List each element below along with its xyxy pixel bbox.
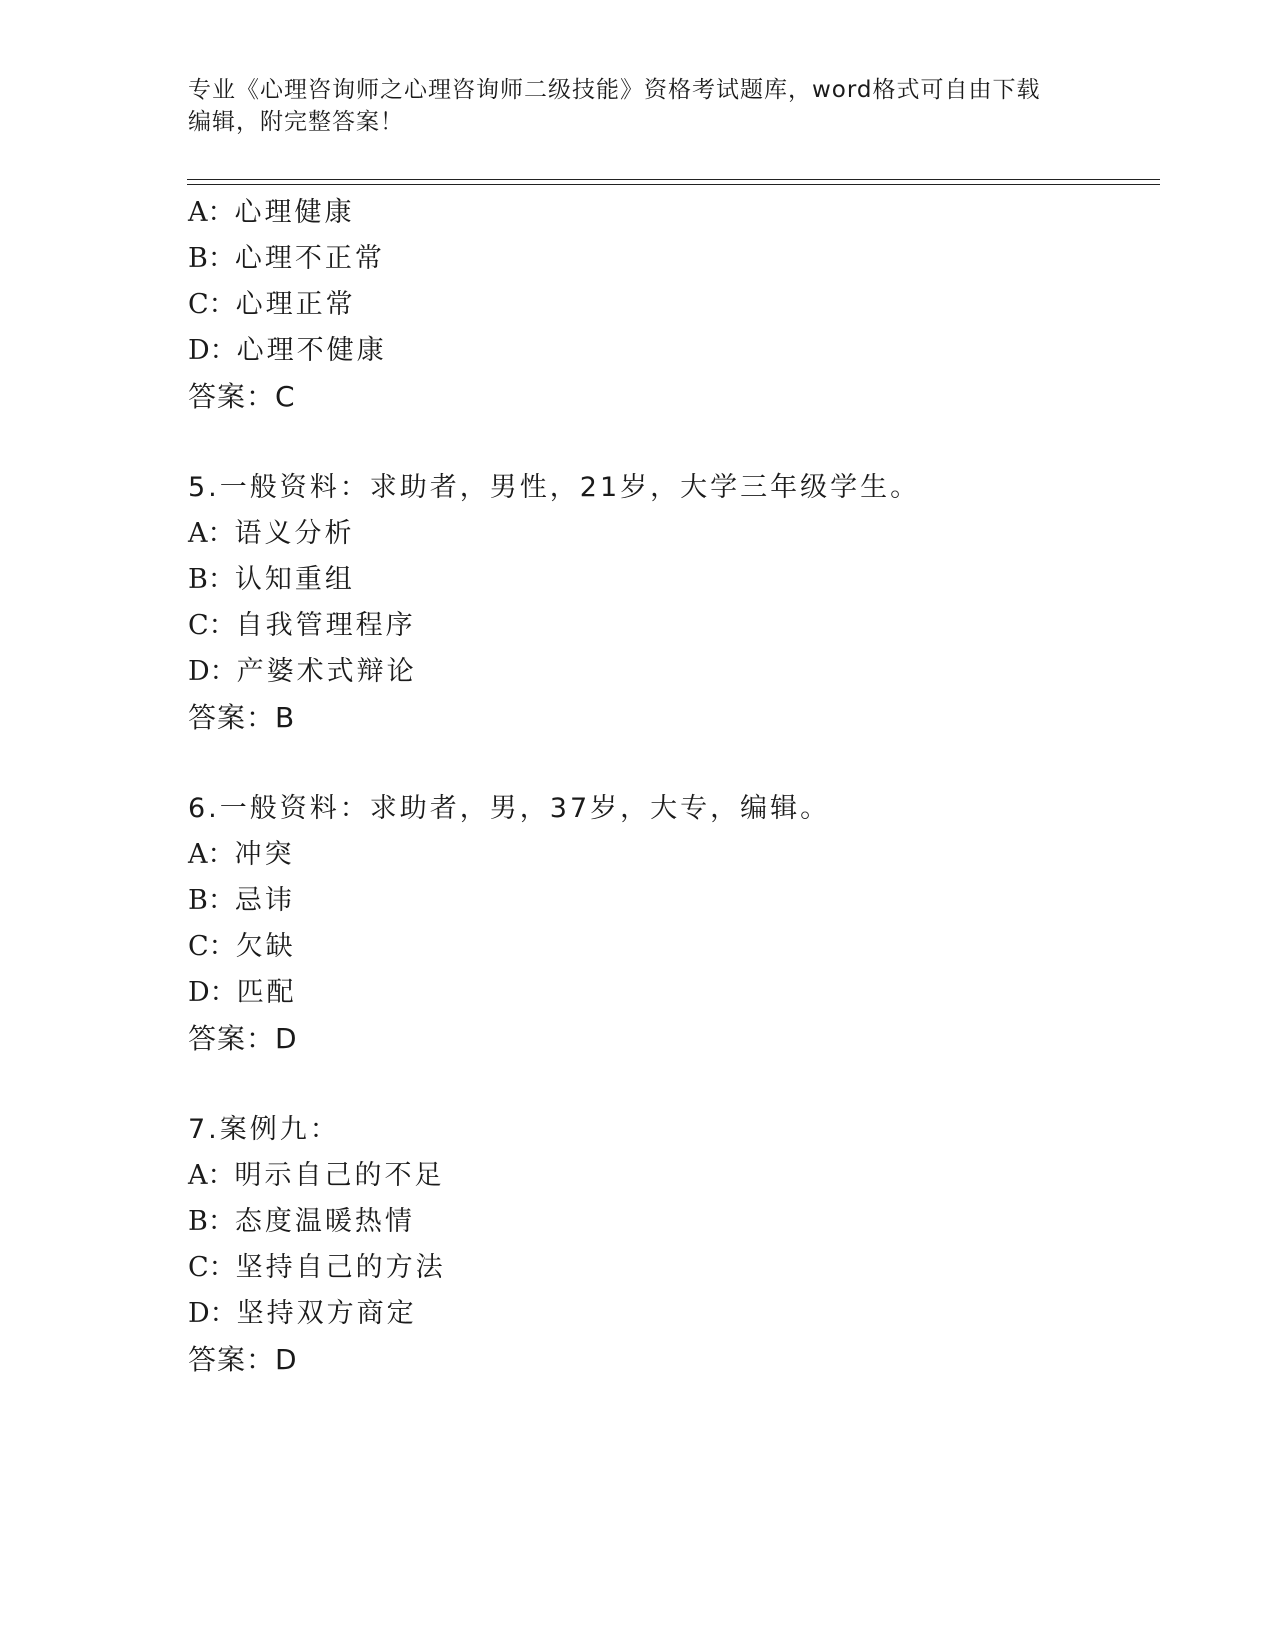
option-text: 坚持自己的方法 [235,1252,446,1283]
option-text: 心理不健康 [236,335,387,366]
option-a [188,1153,1148,1199]
question-list [188,190,1148,1383]
option-text: 心理正常 [235,289,356,320]
option-text: 忌讳 [234,885,295,916]
option-b [188,878,1148,924]
option-label: D： [188,1298,237,1329]
option-d [188,328,1148,374]
option-text: 态度温暖热情 [234,1206,415,1237]
option-a [188,511,1148,557]
option-c [188,282,1148,328]
header-divider-bottom [187,184,1160,185]
option-label: C： [188,289,236,320]
option-text: 自我管理程序 [235,610,416,641]
option-text: 欠缺 [235,931,296,962]
question-6 [188,786,1148,1062]
option-text: 心理不正常 [234,243,385,274]
header-line-2: 编辑，附完整答案！ [188,109,404,135]
answer-line [188,374,1148,420]
option-b [188,236,1148,282]
option-label: B： [188,885,235,916]
option-text: 冲突 [234,839,295,870]
question-stem: 6.一般资料：求助者，男，37岁，大专，编辑。 [188,793,831,824]
option-text: 产婆术式辩论 [236,656,417,687]
header-line-1: 专业《心理咨询师之心理咨询师二级技能》资格考试题库，word格式可自由下载 [188,77,1041,103]
option-a [188,832,1148,878]
option-a [188,190,1148,236]
option-label: C： [188,1252,236,1283]
option-d [188,649,1148,695]
answer-line [188,695,1148,741]
option-label: D： [188,335,237,366]
option-text: 语义分析 [234,518,355,549]
answer-line [188,1337,1148,1383]
header-divider-top [187,179,1160,180]
answer-value: B [275,701,296,734]
option-label: A： [188,197,235,228]
option-text: 明示自己的不足 [234,1160,445,1191]
answer-value: C [275,380,296,413]
option-c [188,1245,1148,1291]
option-b [188,557,1148,603]
option-d [188,970,1148,1016]
answer-value: D [275,1022,298,1055]
option-label: D： [188,656,237,687]
option-label: A： [188,839,235,870]
option-label: D： [188,977,237,1008]
answer-value: D [275,1343,298,1376]
option-label: C： [188,931,236,962]
answer-line [188,1016,1148,1062]
question-4 [188,190,1148,420]
answer-label: 答案： [188,380,276,413]
option-text: 坚持双方商定 [236,1298,417,1329]
option-label: A： [188,518,235,549]
option-b [188,1199,1148,1245]
answer-label: 答案： [188,1022,276,1055]
document-header [188,74,1088,138]
option-label: C： [188,610,236,641]
option-label: A： [188,1160,235,1191]
answer-label: 答案： [188,1343,276,1376]
option-d [188,1291,1148,1337]
option-text: 认知重组 [234,564,355,595]
option-c [188,924,1148,970]
option-text: 心理健康 [234,197,355,228]
question-5 [188,465,1148,741]
question-stem: 5.一般资料：求助者，男性，21岁，大学三年级学生。 [188,472,921,503]
answer-label: 答案： [188,701,276,734]
option-text: 匹配 [236,977,297,1008]
option-label: B： [188,564,235,595]
option-c [188,603,1148,649]
option-label: B： [188,243,235,274]
question-7 [188,1107,1148,1383]
option-label: B： [188,1206,235,1237]
question-stem: 7.案例九： [188,1114,340,1145]
